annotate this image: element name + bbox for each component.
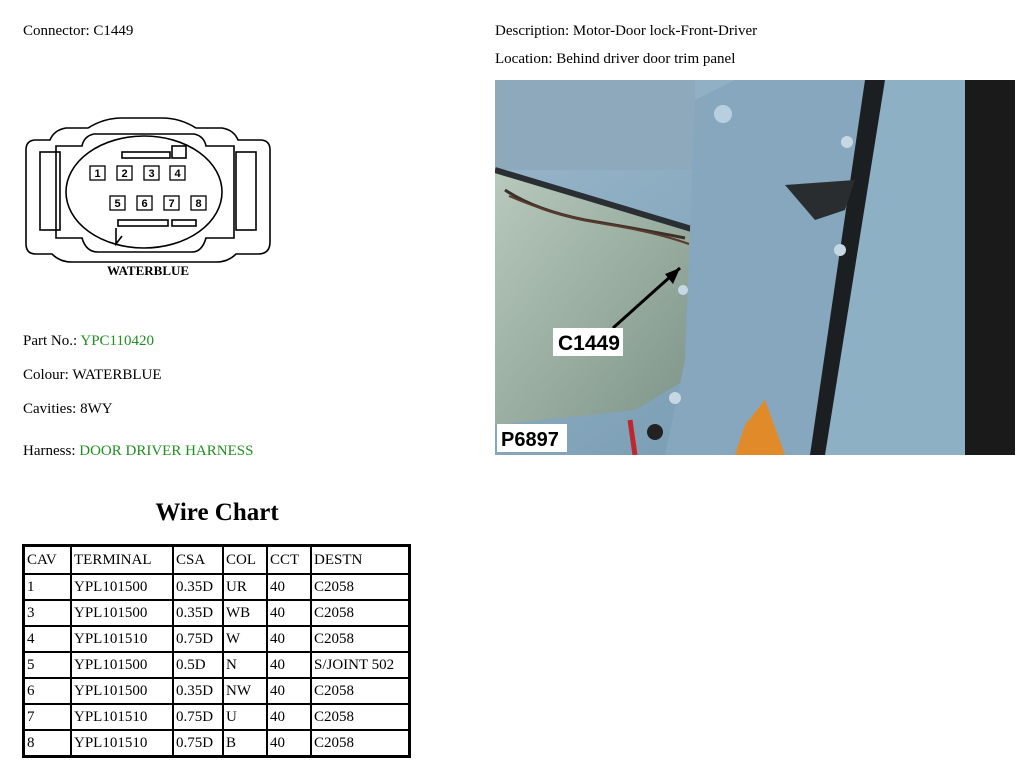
table-cell: YPL101510: [71, 626, 173, 652]
cavity-number: 5: [114, 198, 121, 210]
table-cell: W: [223, 626, 267, 652]
table-cell: 0.75D: [173, 704, 223, 730]
photo-reference-label: P6897: [501, 429, 559, 451]
colour-label: Colour:: [23, 367, 69, 383]
table-row: [24, 704, 410, 730]
column-header: DESTN: [311, 546, 410, 575]
table-cell: 40: [267, 678, 311, 704]
colour-value: WATERBLUE: [72, 367, 162, 383]
table-cell: 5: [24, 652, 72, 678]
table-cell: 0.35D: [173, 574, 223, 600]
location-photo: [495, 80, 1015, 455]
table-cell: 40: [267, 730, 311, 757]
column-header: TERMINAL: [71, 546, 173, 575]
table-cell: 40: [267, 600, 311, 626]
table-cell: C2058: [311, 600, 410, 626]
description-field: [495, 23, 757, 40]
harness-label: Harness:: [23, 443, 76, 459]
table-cell: 0.5D: [173, 652, 223, 678]
description-label: Description:: [495, 23, 570, 39]
table-cell: 0.75D: [173, 730, 223, 757]
location-value: Behind driver door trim panel: [556, 51, 736, 67]
table-cell: 40: [267, 652, 311, 678]
table-cell: YPL101500: [71, 678, 173, 704]
cavities-value: 8WY: [80, 401, 113, 417]
table-cell: 4: [24, 626, 72, 652]
connector-field: [23, 23, 133, 40]
cavities-label: Cavities:: [23, 401, 77, 417]
part-no-value[interactable]: YPC110420: [80, 333, 154, 349]
cavity-number: 6: [141, 198, 148, 210]
cavity-number: 4: [174, 168, 181, 180]
cavities-field: [23, 401, 113, 418]
table-cell: C2058: [311, 574, 410, 600]
cavity-number: 7: [168, 198, 175, 210]
table-cell: C2058: [311, 730, 410, 757]
table-cell: YPL101510: [71, 704, 173, 730]
table-cell: U: [223, 704, 267, 730]
wire-chart-title: Wire Chart: [155, 499, 279, 526]
diagram-caption: WATERBLUE: [106, 263, 190, 278]
table-row: [24, 652, 410, 678]
connector-label: Connector:: [23, 23, 90, 39]
table-cell: 40: [267, 704, 311, 730]
connector-face-diagram: [22, 112, 274, 287]
table-row: [24, 574, 410, 600]
location-label: Location:: [495, 51, 553, 67]
column-header: CAV: [24, 546, 72, 575]
cavity-number: 8: [195, 198, 202, 210]
location-field: [495, 51, 735, 68]
table-cell: C2058: [311, 626, 410, 652]
cavity-number: 1: [94, 168, 101, 180]
table-cell: B: [223, 730, 267, 757]
table-row: [24, 730, 410, 757]
table-cell: 6: [24, 678, 72, 704]
table-cell: YPL101510: [71, 730, 173, 757]
table-cell: N: [223, 652, 267, 678]
table-cell: WB: [223, 600, 267, 626]
table-header-row: [24, 546, 410, 575]
table-cell: YPL101500: [71, 600, 173, 626]
column-header: COL: [223, 546, 267, 575]
colour-field: [23, 367, 162, 384]
description-value: Motor-Door lock-Front-Driver: [572, 23, 758, 39]
table-cell: 40: [267, 574, 311, 600]
table-cell: S/JOINT 502: [311, 652, 410, 678]
part-no-field: [23, 333, 154, 350]
connector-value: C1449: [93, 23, 134, 39]
table-cell: NW: [223, 678, 267, 704]
table-cell: 0.35D: [173, 678, 223, 704]
table-cell: 7: [24, 704, 72, 730]
table-cell: 0.35D: [173, 600, 223, 626]
cavity-number: 3: [148, 168, 155, 180]
harness-value[interactable]: DOOR DRIVER HARNESS: [79, 443, 254, 459]
table-row: [24, 626, 410, 652]
door-interior-image: [495, 80, 1015, 455]
cavity-number: 2: [121, 168, 128, 180]
column-header: CSA: [173, 546, 223, 575]
table-cell: C2058: [311, 704, 410, 730]
column-header: CCT: [267, 546, 311, 575]
table-cell: 1: [24, 574, 72, 600]
table-cell: UR: [223, 574, 267, 600]
harness-field: [23, 443, 253, 460]
table-cell: 0.75D: [173, 626, 223, 652]
table-cell: YPL101500: [71, 652, 173, 678]
table-row: [24, 678, 410, 704]
table-cell: 40: [267, 626, 311, 652]
table-cell: 3: [24, 600, 72, 626]
table-cell: YPL101500: [71, 574, 173, 600]
table-row: [24, 600, 410, 626]
part-no-label: Part No.:: [23, 333, 78, 349]
wire-chart-table: [22, 544, 411, 758]
photo-callout-label: C1449: [558, 332, 620, 355]
table-cell: 8: [24, 730, 72, 757]
table-cell: C2058: [311, 678, 410, 704]
